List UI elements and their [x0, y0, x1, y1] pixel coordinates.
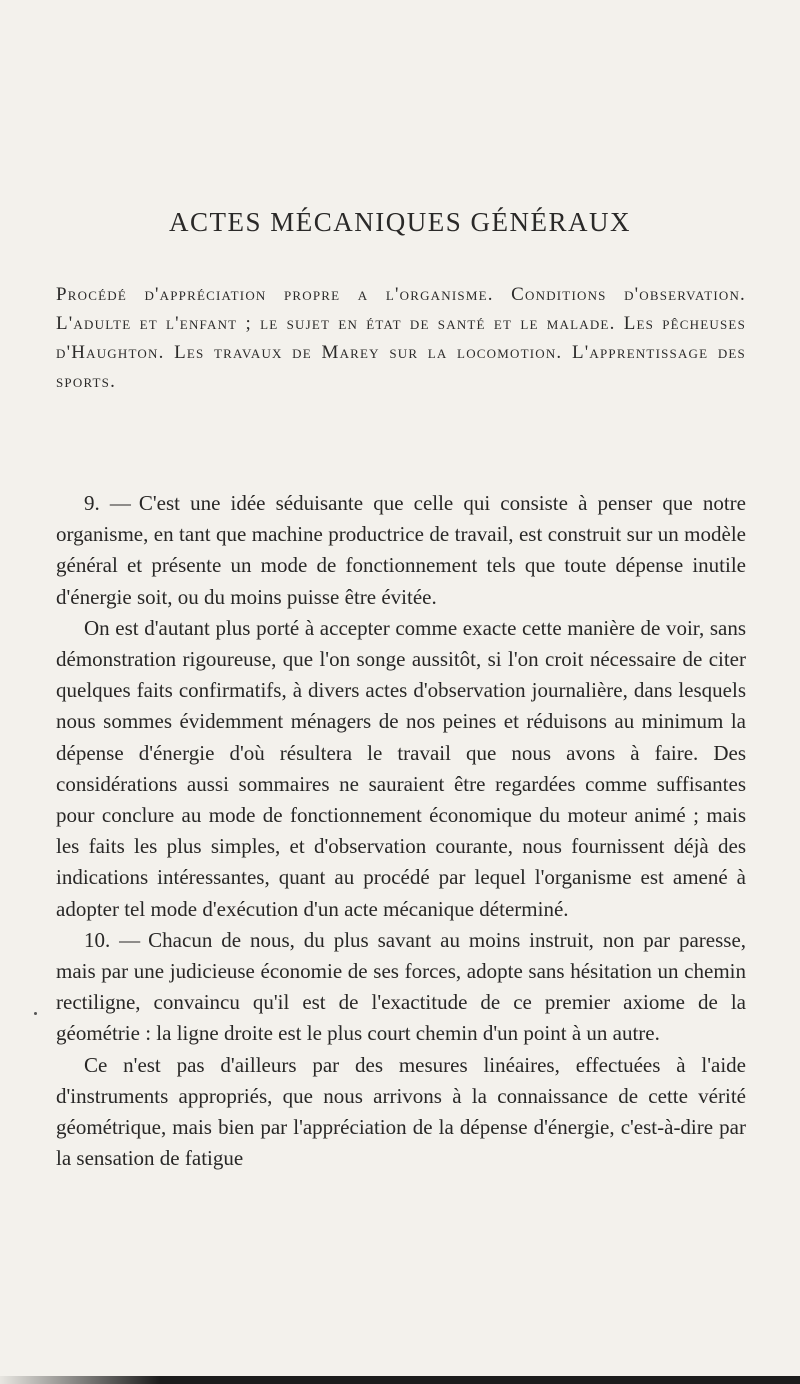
- body-text: [56, 488, 746, 1174]
- print-speck: [34, 1012, 37, 1015]
- paragraph-text: Chacun de nous, du plus savant au moins instruit, non par paresse, mais par une judicieuse économie de ses forces, adopte sans hésitation un chemin rectiligne, convaincu qu'il est de l'exactitude de ce premier axiome de la géométrie : la ligne droite est le plus court chemin d'un point à un autre.: [56, 927, 747, 1046]
- paragraph-9-continued: On est d'autant plus porté à accepter comme exacte cette manière de voir, sans démonstration rigoureuse, que l'on songe aussitôt, si l'on croit nécessaire de citer quelques faits confirmatifs, à divers actes d'observation journalière, dans lesquels nous sommes évidemment ménagers de nos peines et réduisons au minimum la dépense d'énergie d'où résultera le travail que nous avons à faire. Des considérations aussi sommaires ne sauraient être regardées comme suffisantes pour conclure au mode de fonctionnement économique du moteur animé ; mais les faits les plus simples, et d'observation courante, nous fournissent déjà des indications intéressantes, quant au procédé par lequel l'organisme est amené à adopter tel mode d'exécution d'un acte mécanique déterminé.: [56, 615, 746, 921]
- page-bottom-edge: [0, 1376, 800, 1384]
- paragraph-9: [56, 488, 746, 613]
- paragraph-10-continued: Ce n'est pas d'ailleurs par des mesures linéaires, effectuées à l'aide d'instruments appropriés, que nous arrivons à la connaissance de cette vérité géométrique, mais bien par l'appréciation de la dépense d'énergie, c'est-à-dire par la sensation de fatigue: [56, 1052, 746, 1171]
- running-head: ACTES MÉCANIQUES GÉNÉRAUX: [169, 207, 631, 237]
- paragraph-10: [56, 925, 746, 1050]
- paragraph-number: 9. —: [84, 491, 131, 515]
- chapter-summary: Procédé d'appréciation propre a l'organisme. Conditions d'observation. L'adulte et l'enfant ; le sujet en état de santé et le malade. Les pêcheuses d'Haughton. Les travaux de Marey sur la locomotion. L'apprentissage des sports.: [56, 284, 746, 392]
- paragraph-number: 10. —: [84, 927, 141, 952]
- paragraph-text: C'est une idée séduisante que celle qui consiste à penser que notre organisme, en tant que machine productrice de travail, est construit sur un modèle général et présente un mode de fonctionnement tels que toute dépense inutile d'énergie soit, ou du moins puisse être évitée.: [56, 491, 746, 609]
